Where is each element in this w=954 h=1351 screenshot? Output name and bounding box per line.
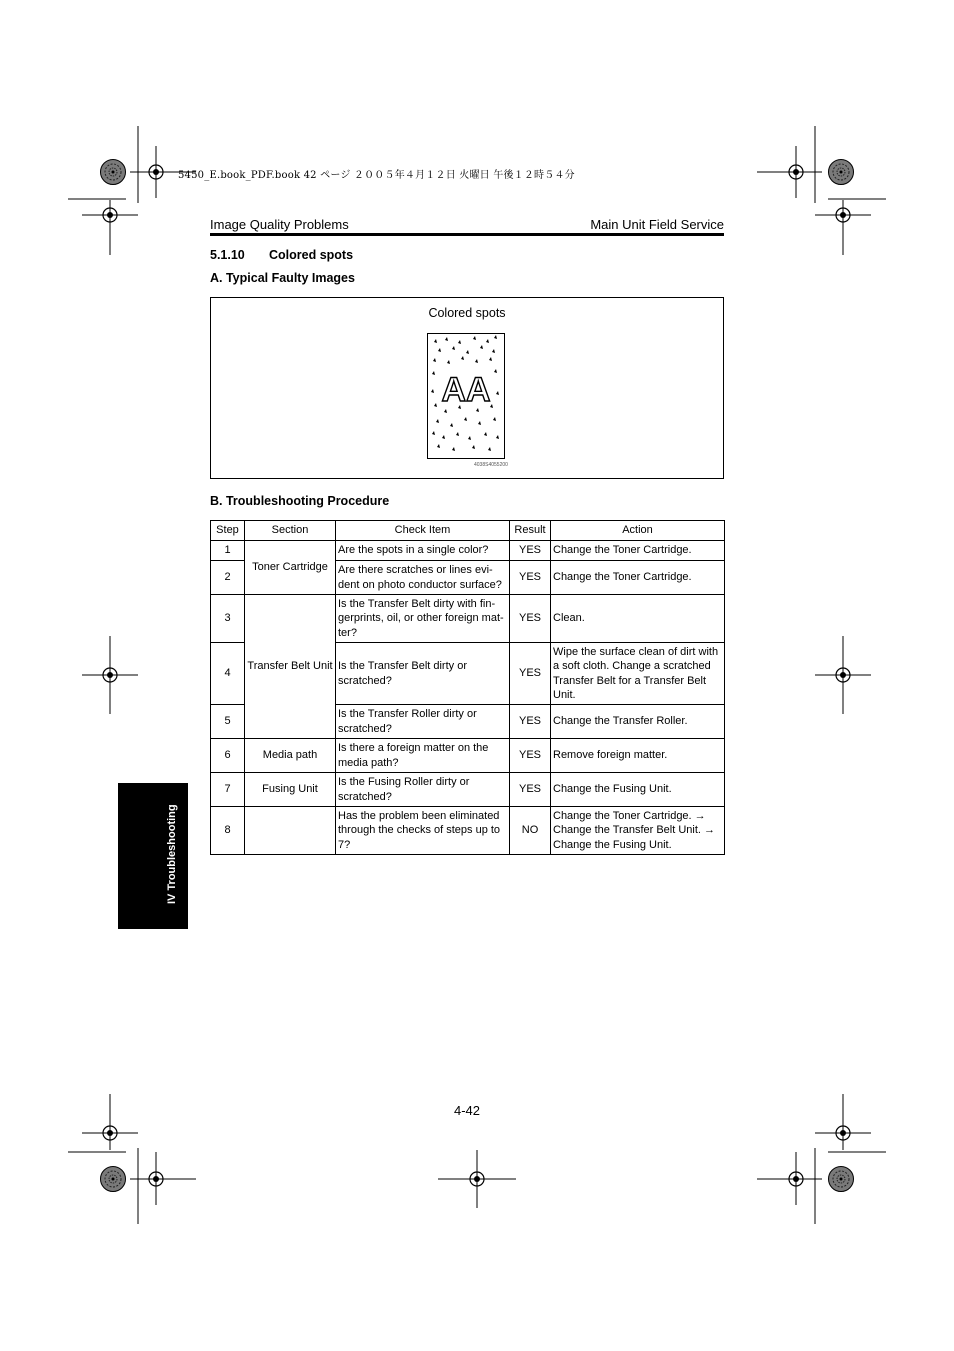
step-cell: 3: [211, 595, 245, 643]
header-right: Main Unit Field Service: [590, 217, 724, 232]
sample-text: AA: [441, 371, 491, 409]
header-check-item: Check Item: [336, 521, 510, 541]
star-target-icon: [829, 160, 854, 185]
star-target-icon: [101, 1167, 126, 1192]
result-cell: YES: [510, 643, 551, 705]
header-step: Step: [211, 521, 245, 541]
header-rule: [210, 233, 724, 236]
star-target-icon: [101, 160, 126, 185]
result-cell: YES: [510, 595, 551, 643]
check-cell: Is there a foreign matter on the media path?: [336, 739, 510, 773]
step-cell: 4: [211, 643, 245, 705]
section-number: 5.1.10: [210, 248, 245, 262]
troubleshooting-table: [210, 520, 725, 855]
faulty-sample-page: [427, 333, 505, 459]
table-row: [211, 541, 725, 561]
result-cell: NO: [510, 807, 551, 855]
table-row: [211, 773, 725, 807]
check-cell: Are there scratches or lines evi-dent on photo conductor surface?: [336, 561, 510, 595]
action-cell: Wipe the surface clean of dirt with a soft cloth. Change a scratched Transfer Belt for a Transfer Belt Unit.: [551, 643, 725, 705]
figure-caption: Colored spots: [428, 306, 506, 320]
colored-spots-illustration: [428, 334, 504, 458]
page-number: 4-42: [453, 1103, 481, 1118]
section-cell: Fusing Unit: [245, 773, 336, 807]
action-cell: Change the Toner Cartridge.: [551, 561, 725, 595]
step-cell: 2: [211, 561, 245, 595]
star-target-icon: [829, 1167, 854, 1192]
result-cell: YES: [510, 705, 551, 739]
step-cell: 8: [211, 807, 245, 855]
subsection-a-heading: A. Typical Faulty Images: [210, 271, 355, 285]
step-cell: 7: [211, 773, 245, 807]
subsection-b-heading: B. Troubleshooting Procedure: [210, 494, 390, 508]
section-cell: Media path: [245, 739, 336, 773]
result-cell: YES: [510, 739, 551, 773]
table-header-row: [211, 521, 725, 541]
action-cell: Change the Transfer Roller.: [551, 705, 725, 739]
action-cell: Clean.: [551, 595, 725, 643]
step-cell: 5: [211, 705, 245, 739]
header-result: Result: [510, 521, 551, 541]
faulty-image-figure: [210, 297, 724, 479]
section-cell: Toner Cartridge: [245, 541, 336, 595]
check-cell: Is the Transfer Belt dirty or scratched?: [336, 643, 510, 705]
check-cell: Is the Fusing Roller dirty or scratched?: [336, 773, 510, 807]
header-action: Action: [551, 521, 725, 541]
header-left: Image Quality Problems: [210, 217, 349, 232]
header-section: Section: [245, 521, 336, 541]
table-row: [211, 739, 725, 773]
print-info-line: 5450_E.book_PDF.book 42 ページ ２００５年４月１２日 火曜日 午後１２時５４分: [178, 170, 575, 181]
section-cell: Transfer Belt Unit: [245, 595, 336, 739]
table-row: [211, 807, 725, 855]
chapter-side-label: IV Troubleshooting: [166, 804, 178, 904]
section-cell: [245, 807, 336, 855]
section-title: Colored spots: [269, 248, 354, 262]
figure-code: 4038S4055200: [474, 462, 508, 468]
action-cell: Change the Toner Cartridge.: [551, 541, 725, 561]
step-cell: 6: [211, 739, 245, 773]
result-cell: YES: [510, 773, 551, 807]
action-cell: Remove foreign matter.: [551, 739, 725, 773]
action-cell: Change the Toner Cartridge. → Change the Transfer Belt Unit. → Change the Fusing Unit.: [551, 807, 725, 855]
result-cell: YES: [510, 541, 551, 561]
step-cell: 1: [211, 541, 245, 561]
check-cell: Are the spots in a single color?: [336, 541, 510, 561]
action-cell: Change the Fusing Unit.: [551, 773, 725, 807]
check-cell: Is the Transfer Belt dirty with fin-gerprints, oil, or other foreign mat-ter?: [336, 595, 510, 643]
check-cell: Has the problem been eliminated through the checks of steps up to 7?: [336, 807, 510, 855]
check-cell: Is the Transfer Roller dirty or scratched?: [336, 705, 510, 739]
section-heading: [210, 248, 353, 262]
result-cell: YES: [510, 561, 551, 595]
table-row: [211, 595, 725, 643]
